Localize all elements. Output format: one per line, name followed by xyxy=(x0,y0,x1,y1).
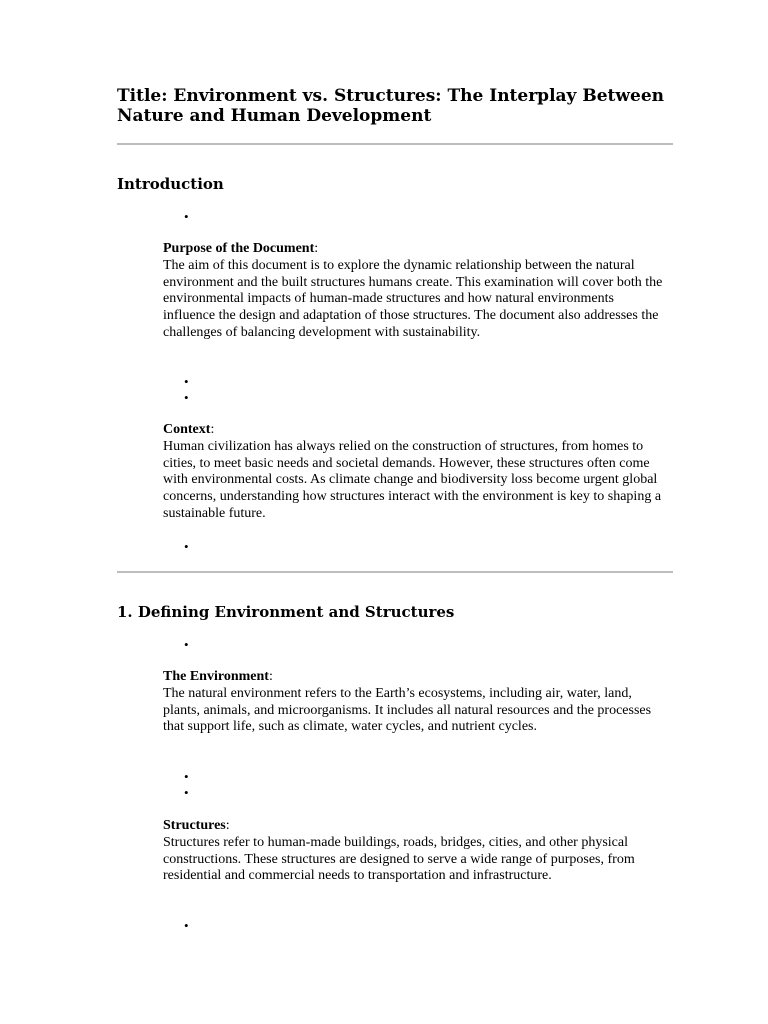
environment-block xyxy=(163,669,663,736)
purpose-text: The aim of this document is to explore the dynamic relationship between the natural environment and the built structures humans create. This examination will cover both the environmental impacts of human-made structures and how natural environments influence the design and adaptation of those structures. The document also addresses the challenges of balancing development with sustainability. xyxy=(163,257,663,340)
context-block xyxy=(163,422,663,523)
bullet-marker: • xyxy=(184,539,189,554)
context-text: Human civilization has always relied on the construction of structures, from homes to cities, to meet basic needs and societal demands. However, these structures often come with environmental costs. As climate change and biodiversity loss become urgent global concerns, understanding how structures interact with the environment is key to shaping a sustainable future. xyxy=(163,438,662,521)
horizontal-rule xyxy=(117,143,673,145)
structures-term: Structures xyxy=(163,818,226,833)
bullet-marker: • xyxy=(184,637,189,652)
bullet-marker: • xyxy=(184,209,189,224)
context-term: Context xyxy=(163,422,211,437)
introduction-heading: Introduction xyxy=(117,175,224,193)
bullet-marker: • xyxy=(184,918,189,933)
environment-term: The Environment xyxy=(163,669,269,684)
environment-colon: : xyxy=(268,669,273,684)
purpose-colon: : xyxy=(314,241,319,256)
purpose-block xyxy=(163,241,663,342)
structures-colon: : xyxy=(225,818,230,833)
purpose-term: Purpose of the Document xyxy=(163,241,315,256)
environment-text: The natural environment refers to the Earth’s ecosystems, including air, water, land, plants, animals, and microorganisms. It includes all natural resources and the processes that support life, such as climate, water cycles, and nutrient cycles. xyxy=(163,685,652,735)
context-colon: : xyxy=(210,422,215,437)
structures-text: Structures refer to human-made buildings, roads, bridges, cities, and other physical constructions. These structures are designed to serve a wide range of purposes, from residential and commercial needs to transportation and infrastructure. xyxy=(163,834,635,884)
bullet-marker: • xyxy=(184,769,189,784)
bullet-marker: • xyxy=(184,390,189,405)
document-title: Title: Environment vs. Structures: The Interplay Between Nature and Human Development xyxy=(117,86,665,126)
bullet-marker: • xyxy=(184,785,189,800)
bullet-marker: • xyxy=(184,374,189,389)
structures-block xyxy=(163,818,663,885)
horizontal-rule xyxy=(117,571,673,573)
section-1-heading: 1. Defining Environment and Structures xyxy=(117,603,455,621)
